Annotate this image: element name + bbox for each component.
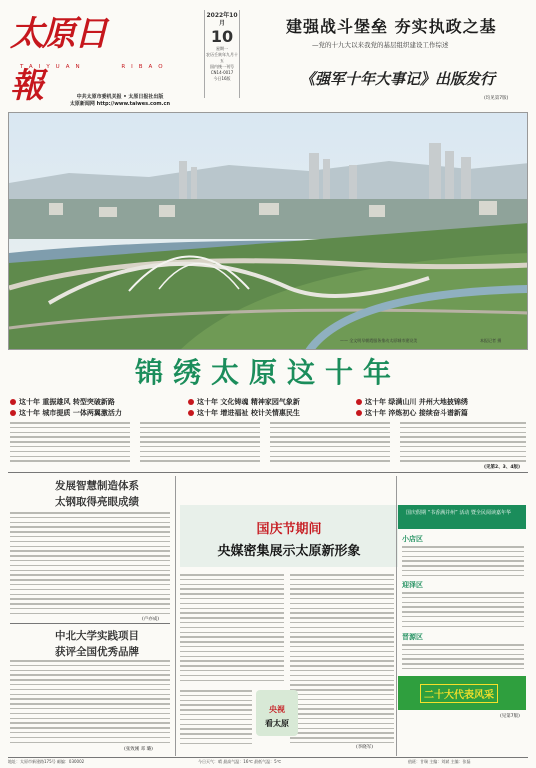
left-article-2-title-line1[interactable]: 中北大学实践项目 [55,630,139,642]
website-line[interactable]: 太原新闻网 http://www.taiwes.com.cn [69,101,171,107]
left-article-1-body [10,512,170,616]
footer [8,757,528,765]
footer-editors: 值班：甘瑞 主编：刘斌 主编：张磊 [408,759,471,764]
sidebar-sub-jinyuan: 晋源区 [402,633,423,641]
page-count: 今日16版 [213,76,231,81]
topic-item[interactable]: 这十年 淬炼初心 接续奋斗谱新篇 [356,408,468,418]
issue-label: 国内统一刊号 [210,64,234,69]
center-title-line1[interactable]: 国庆节期间 [256,522,322,537]
center-title-line2[interactable]: 央媒密集展示太原新形象 [217,544,361,559]
newspaper-logo: 太原日報 [10,14,106,106]
sidebar-banner-text: 国庆假期 “书香满并州” 活动 暨全民阅读嘉年华 [406,510,511,516]
feature-body-col1 [10,422,130,466]
issue-number: CN14-0017 [210,70,234,75]
topic-item[interactable]: 这十年 城市提质 一体两翼激活力 [10,408,122,418]
sidebar-banner[interactable] [398,505,526,529]
column-divider [175,476,176,756]
center-body-col1 [180,574,284,684]
bullet-icon [356,410,362,416]
left-article-2-source: (张致刚 邓 璐) [124,747,153,752]
feature-body-col4 [400,422,526,466]
sidebar-body-2 [402,592,524,628]
bullet-icon [356,399,362,405]
city-bridge-photo [8,112,528,350]
delegate-note: (见第7版) [500,714,520,719]
bullet-icon [10,399,16,405]
section-divider [8,472,528,473]
sidebar-sub-xiaodian: 小店区 [402,535,423,543]
left-article-1-source: (卢亦成) [142,617,160,622]
badge-line1: 央视 [269,705,285,714]
center-body-col2 [290,574,394,750]
delegate-banner-text: 二十大代表风采 [420,684,498,703]
bullet-icon [188,399,194,405]
sidebar-sub-yingze: 迎泽区 [402,581,423,589]
top-headline[interactable]: 建强战斗堡垒 夯实执政之基 [286,17,497,36]
photo-credit: 本报记者 摄 [480,338,502,343]
date-box [204,10,240,98]
date-lunar: 农历壬寅年九月十五 [206,52,238,63]
newspaper-pinyin: TAIYUAN RIBAO [20,64,169,70]
feature-body-col2 [140,422,260,466]
footer-address: 地址：太原市新建路175号 邮编：030002 [8,759,85,764]
delegate-banner[interactable] [398,676,526,710]
city-photo-illustration [9,113,528,350]
left-article-1-title-line1[interactable]: 发展智慧制造体系 [55,480,139,492]
bullet-icon [188,410,194,416]
second-headline[interactable]: 《强军十年大事记》出版发行 [300,70,496,88]
topic-item[interactable]: 这十年 重振雄风 转型突破新路 [10,397,115,407]
footer-weather: 今日天气：晴 最高气温：16℃ 最低气温：5℃ [198,759,282,764]
left-article-2-body [10,660,170,746]
feature-continued: (见第2、3、4版) [484,465,521,470]
topic-item[interactable]: 这十年 文化铸魂 精神家园气象新 [188,397,300,407]
feature-title[interactable]: 锦绣太原这十年 [134,356,401,389]
topic-item[interactable]: 这十年 增进福祉 校计关情惠民生 [188,408,300,418]
column-divider [396,476,397,756]
center-source: (李晓军) [356,745,374,750]
left-divider [10,623,170,624]
left-article-1-title-line2[interactable]: 太钢取得亮眼成绩 [55,496,139,508]
top-subheadline: —党的十九大以来我党的基层组织建设工作综述 [312,41,449,49]
left-article-2-title-line2[interactable]: 获评全国优秀品牌 [55,646,139,658]
topic-item[interactable]: 这十年 绿满山川 并州大地披锦绣 [356,397,468,407]
center-body-col1b [180,690,252,750]
publisher-line: 中共太原市委机关报 • 太原日报社出版 [76,94,164,100]
sidebar-body-1 [402,546,524,576]
masthead-info [40,94,200,108]
headline-note: (均见第7版) [484,96,509,101]
sidebar-body-3 [402,644,524,670]
bullet-icon [10,410,16,416]
feature-body-col3 [270,422,390,466]
badge-line2: 看太原 [265,719,289,728]
date-day: 10 [210,27,234,46]
date-year-month: 2022年10月 [206,12,238,27]
photo-caption: —— 全文明早朝霞服务推动太原城市建设美 [340,338,418,343]
date-weekday: 星期一 [216,46,228,51]
